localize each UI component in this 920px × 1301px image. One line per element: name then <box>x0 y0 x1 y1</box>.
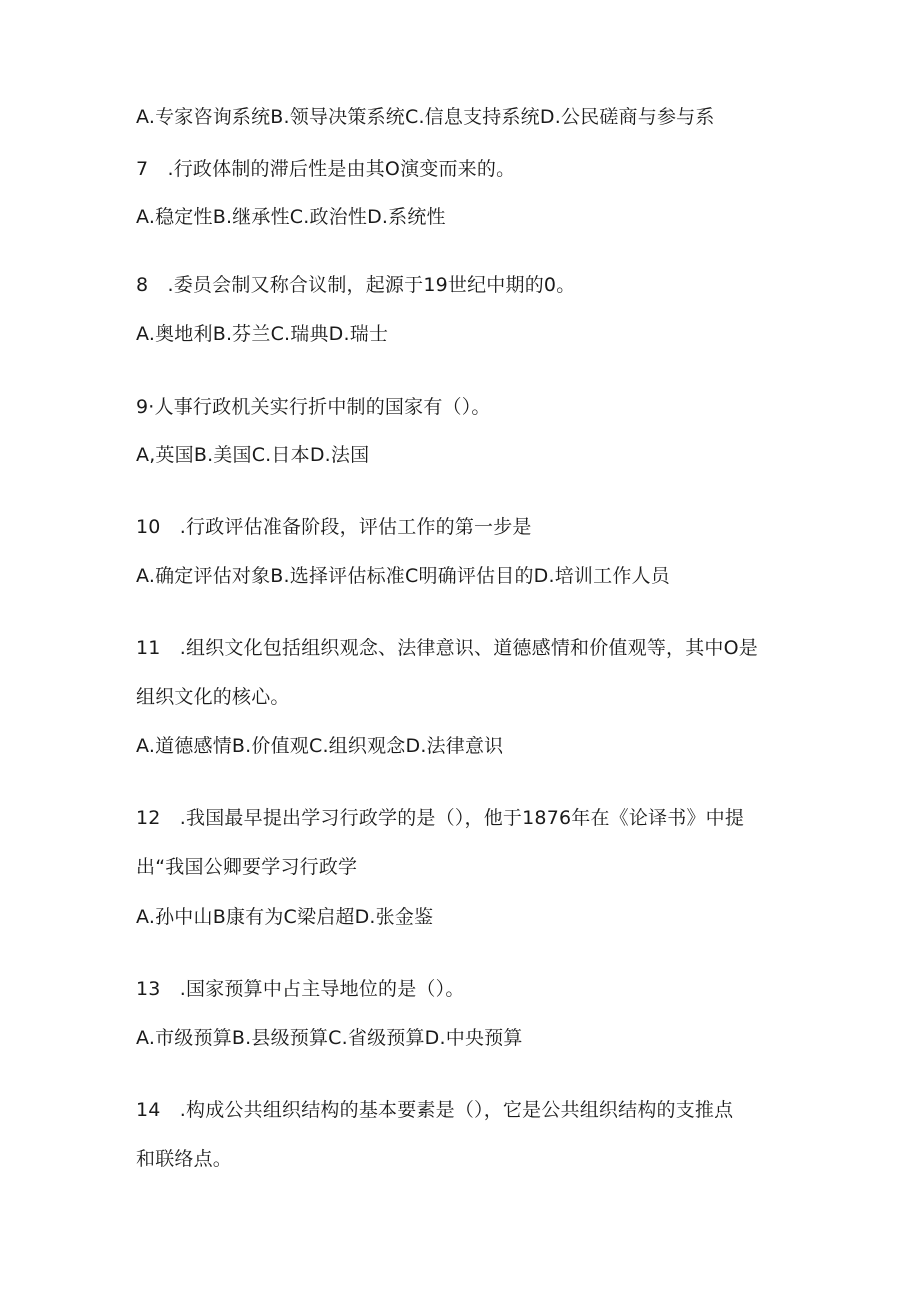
question-14-line-2: 和联络点。 <box>136 1148 233 1170</box>
question-8: 8 .委员会制又称合议制，起源于19世纪中期的0。 <box>136 274 576 296</box>
option-line-q13: A.市级预算B.县级预算C.省级预算D.中央预算 <box>136 1027 523 1049</box>
option-line-q10: A.确定评估对象B.选择评估标准C明确评估目的D.培训工作人员 <box>136 565 670 587</box>
option-line-q8: A.奥地利B.芬兰C.瑞典D.瑞士 <box>136 323 389 345</box>
question-12-line-1: 12 .我国最早提出学习行政学的是（），他于1876年在《论译书》中提 <box>136 807 745 829</box>
question-10: 10 .行政评估准备阶段，评估工作的第一步是 <box>136 516 532 538</box>
question-9: 9·人事行政机关实行折中制的国家有（）。 <box>136 396 491 418</box>
option-line-q9: A,英国B.美国C.日本D.法国 <box>136 444 370 466</box>
question-12-line-2: 出“我国公卿要学习行政学 <box>136 856 358 878</box>
option-line-q11: A.道德感情B.价值观C.组织观念D.法律意识 <box>136 735 504 757</box>
question-11-line-1: 11 .组织文化包括组织观念、法律意识、道德感情和价值观等，其中O是 <box>136 637 758 659</box>
question-14-line-1: 14 .构成公共组织结构的基本要素是（），它是公共组织结构的支推点 <box>136 1099 734 1121</box>
question-13: 13 .国家预算中占主导地位的是（）。 <box>136 978 465 1000</box>
question-7: 7 .行政体制的滞后性是由其O演变而来的。 <box>136 158 516 180</box>
option-line-q7: A.稳定性B.继承性C.政治性D.系统性 <box>136 206 446 228</box>
option-line-q6: A.专家咨询系统B.领导决策系统C.信息支持系统D.公民磋商与参与系 <box>136 106 715 128</box>
option-line-q12: A.孙中山B康有为C梁启超D.张金鉴 <box>136 906 434 928</box>
question-11-line-2: 组织文化的核心。 <box>136 686 290 708</box>
